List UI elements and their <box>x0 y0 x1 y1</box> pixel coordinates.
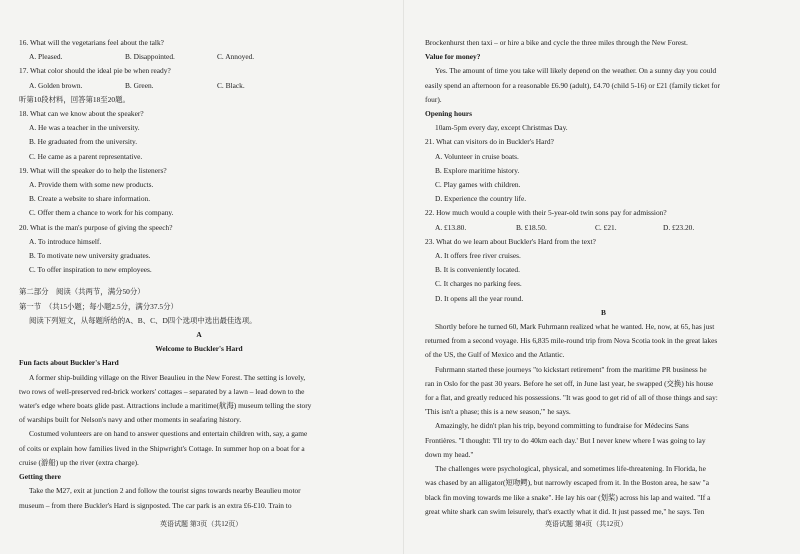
paragraph-fuhrmann-intro <box>425 320 782 363</box>
text-line: easily spend an afternoon for a reasonable £6.90 (adult), £4.70 (child 5-16) or £21 (family ticket for <box>425 80 720 90</box>
text-line: returned from a second voyage. His 6,835 mile-round trip from Nova Scotia took in the great lakes <box>425 336 718 346</box>
q20-stem: 20. What is the man's purpose of giving the speech? <box>19 222 173 232</box>
text-line: The challenges were psychological, physical, and sometimes life-threatening. In Florida, he <box>435 464 706 474</box>
q22-option-d: D. £23.20. <box>663 222 695 232</box>
q18-option-b: B. He graduated from the university. <box>29 137 138 147</box>
text-line: down my head." <box>425 449 474 459</box>
text-line: A former ship-building village on the River Beaulieu in the New Forest. The setting is lovely, <box>29 372 306 382</box>
text-line: great white shark can swim leisurely, that's exactly what it did. It just passed me," he says. Ten <box>425 506 705 516</box>
q19-option-c: C. Offer them a chance to work for his company. <box>29 208 174 218</box>
q23-option-a: A. It offers free river cruises. <box>435 251 521 261</box>
text-line: ran in Oslo for the past 30 years. Before he set off, in June last year, he swapped (交换) his house <box>425 378 714 388</box>
text-line: of coits or explain how families lived in the Shipwright's Cottage. In summer hop on a boat for a <box>19 443 305 453</box>
q16-option-c: C. Annoyed. <box>217 52 255 62</box>
q17-stem: 17. What color should the ideal pie be when ready? <box>19 66 171 76</box>
q23-stem: 23. What do we learn about Buckler's Hard from the text? <box>425 236 596 246</box>
q19-option-a: A. Provide them with some new products. <box>29 180 154 190</box>
text-line: two rows of well-preserved red-brick workers' cottages – separated by a lawn – lead down to the <box>19 386 305 396</box>
q20-option-c: C. To offer inspiration to new employees. <box>29 265 152 275</box>
q18-option-a: A. He was a teacher in the university. <box>29 123 140 133</box>
q16-option-b: B. Disappointed. <box>125 52 175 62</box>
text-line: Costumed volunteers are on hand to answer questions and entertain children with, say, a game <box>29 429 308 439</box>
text-line: Yes. The amount of time you take will likely depend on the weather. On a sunny day you could <box>435 66 717 76</box>
text-line: for a flat, and greatly reduced his possessions. "It was good to get rid of all of those things and say: <box>425 393 718 403</box>
q22-option-c: C. £21. <box>595 222 617 232</box>
text-line: Amazingly, he didn't plan his trip, beyond committing to fundraise for Médecins Sans <box>435 421 689 431</box>
getting-there-heading: Getting there <box>19 472 61 482</box>
left-page-footer: 英语试题 第3页（共12页） <box>160 520 243 528</box>
text-line: 'This isn't a phase; this is a new season,'" he says. <box>425 407 571 417</box>
opening-hours-heading: Opening hours <box>425 109 473 119</box>
passage-b-label: B <box>601 307 606 317</box>
q22-stem: 22. How much would a couple with their 5-year-old twin sons pay for admission? <box>425 208 667 218</box>
paragraph-plan <box>425 419 782 462</box>
q21-option-d: D. Experience the country life. <box>435 194 527 204</box>
q20-option-b: B. To motivate new university graduates. <box>29 251 151 261</box>
paragraph-volunteers <box>19 427 379 470</box>
text-line: black fin moving towards me like a snake". He lay his oar (划桨) across his lap and waited. "If a <box>425 492 711 502</box>
q17-option-a: A. Golden brown. <box>29 80 83 90</box>
q17-options <box>19 79 379 93</box>
text-line: of the US, the Gulf of Mexico and the Atlantic. <box>425 350 565 360</box>
q16-stem: 16. What will the vegetarians feel about the talk? <box>19 38 164 47</box>
text-line: of warships built for Nelson's navy and other moments in seafaring history. <box>19 415 242 425</box>
text-line: was chased by an alligator(短吻鳄), but narrowly escaped from it. In the Boston area, he saw "a <box>425 478 709 488</box>
fun-facts-heading: Fun facts about Buckler's Hard <box>19 358 119 368</box>
q23-option-d: D. It opens all the year round. <box>435 293 524 303</box>
text-line: Frontières. "I thought: 'I'll try to do 40km each day.' But I never knew where I was going to lay <box>425 435 706 445</box>
text-line: cruise (游船) up the river (extra charge). <box>19 457 139 467</box>
q18-stem: 18. What can we know about the speaker? <box>19 109 144 119</box>
text-line: museum – from there Buckler's Hard is signposted. The car park is an extra £6-£10. Train to <box>19 500 292 510</box>
q21-option-a: A. Volunteer in cruise boats. <box>435 151 519 161</box>
q23-option-c: C. It charges no parking fees. <box>435 279 522 289</box>
opening-hours-text: 10am-5pm every day, except Christmas Day. <box>435 123 568 133</box>
q21-stem: 21. What can visitors do in Buckler's Hard? <box>425 137 554 147</box>
q17-option-c: C. Black. <box>217 80 245 90</box>
paragraph-village <box>19 371 379 428</box>
q21-option-c: C. Play games with children. <box>435 180 521 190</box>
left-page <box>19 36 379 513</box>
q22-option-a: A. £13.80. <box>435 222 467 232</box>
paragraph-directions <box>19 484 379 512</box>
text-line: water's edge where boats glide past. Attractions include a maritime(航海) museum telling the story <box>19 401 312 411</box>
q19-option-b: B. Create a website to share information. <box>29 194 151 204</box>
paragraph-value <box>425 64 782 107</box>
q18-option-c: C. He came as a parent representative. <box>29 151 143 161</box>
q19-stem: 19. What will the speaker do to help the listeners? <box>19 165 167 175</box>
paragraph-journeys <box>425 363 782 420</box>
q22-options <box>425 221 782 235</box>
text-line: Take the M27, exit at junction 2 and follow the tourist signs towards nearby Beaulieu motor <box>29 486 301 496</box>
right-page <box>425 36 782 519</box>
page-fold <box>403 0 404 554</box>
section-one-heading: 第一节 （共15小题；每小题2.5分，满分37.5分） <box>19 301 178 311</box>
part-two-heading: 第二部分 阅读（共两节，满分50分） <box>19 287 145 297</box>
passage-a-label: A <box>196 330 202 340</box>
value-heading: Value for money? <box>425 52 481 62</box>
text-line: Brockenhurst then taxi – or hire a bike and cycle the three miles through the New Forest. <box>425 38 688 47</box>
q22-option-b: B. £18.50. <box>516 222 547 232</box>
right-page-footer: 英语试题 第4页（共12页） <box>545 520 628 528</box>
q21-option-b: B. Explore maritime history. <box>435 165 520 175</box>
paragraph-challenges <box>425 462 782 519</box>
q23-option-b: B. It is conveniently located. <box>435 265 520 275</box>
listening-intro-10: 听第10段材料，回答第18至20题。 <box>19 94 130 104</box>
text-line: Fuhrmann started these journeys "to kickstart retirement" from the maritime PR business he <box>435 364 707 374</box>
passage-a-title: Welcome to Buckler's Hard <box>155 344 243 354</box>
q17-option-b: B. Green. <box>125 80 154 90</box>
text-line: four). <box>425 94 442 104</box>
reading-instructions: 阅读下列短文，从每题所给的A、B、C、D四个选项中选出最佳选项。 <box>29 315 257 325</box>
q16-options <box>19 50 379 64</box>
q16-option-a: A. Pleased. <box>29 52 63 62</box>
q20-option-a: A. To introduce himself. <box>29 236 102 246</box>
text-line: Shortly before he turned 60, Mark Fuhrmann realized what he wanted. He, now, at 65, has just <box>435 322 715 332</box>
